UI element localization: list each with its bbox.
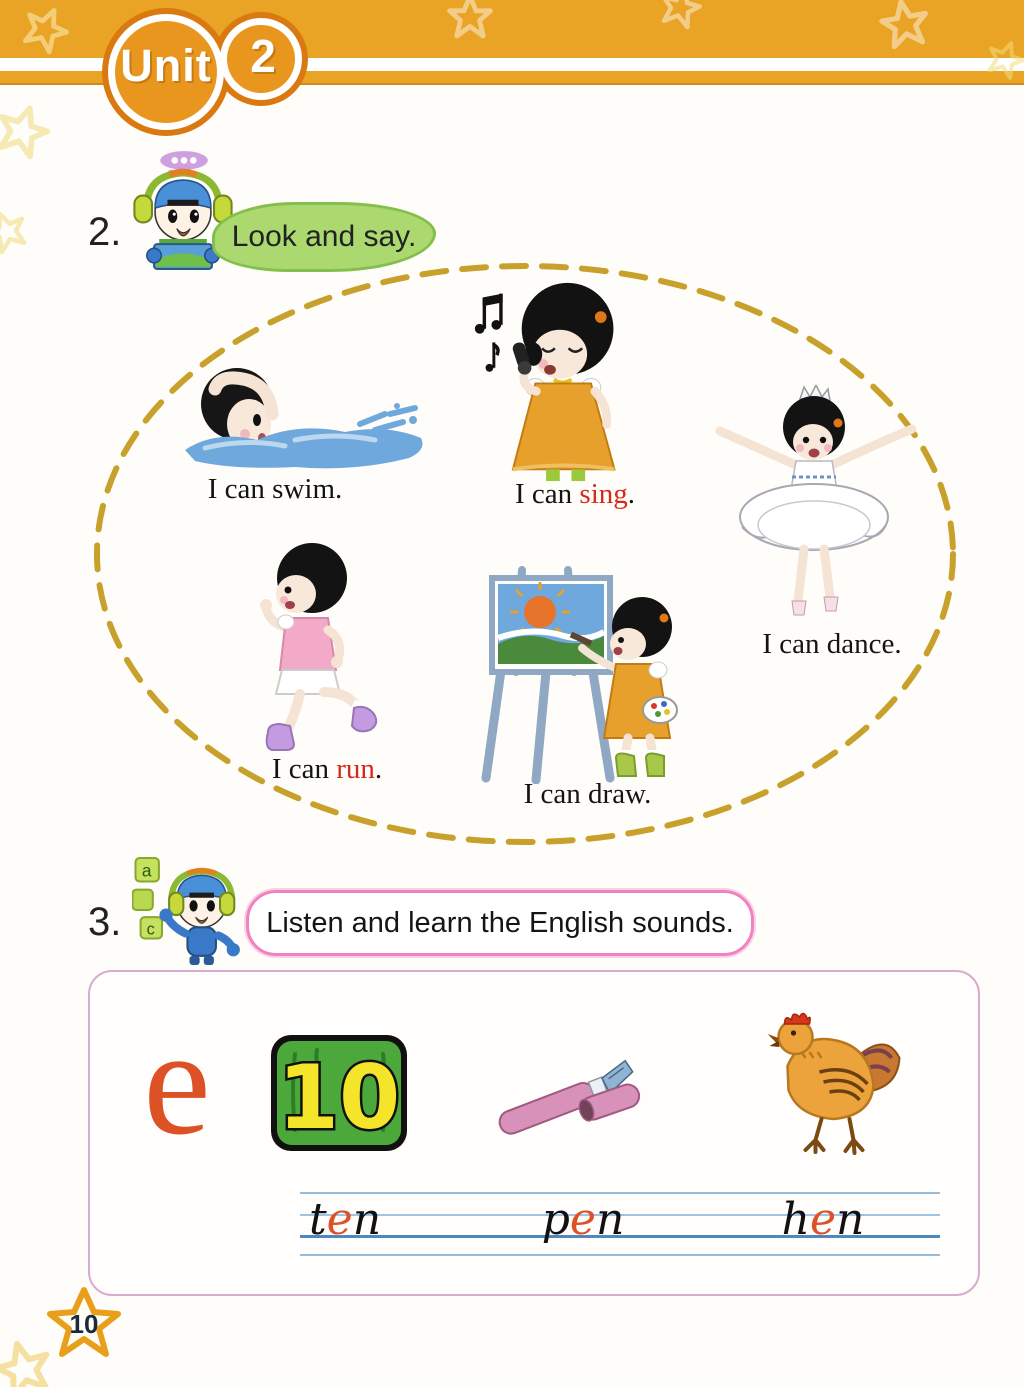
caption-i-can-dance: I can dance.	[762, 628, 902, 660]
girl-running-illustration	[228, 538, 403, 756]
handwriting-lines	[300, 1188, 940, 1266]
fountain-pen-illustration	[482, 1035, 662, 1150]
word-dance: dance	[826, 628, 895, 660]
word-run: run	[336, 753, 375, 785]
girl-dancing-illustration	[712, 385, 924, 625]
unit-label: Unit	[120, 40, 212, 91]
caption-i-can-swim: I can swim.	[207, 473, 343, 505]
word-sing: sing	[579, 478, 628, 510]
phonics-letter: e	[143, 998, 211, 1166]
robot-mascot-blocks-icon	[132, 856, 250, 966]
guide-line-4	[300, 1254, 940, 1256]
listen-and-learn-bubble	[246, 890, 754, 956]
hen-illustration	[755, 1000, 910, 1160]
caption-i-can-draw: I can draw.	[523, 778, 652, 810]
section-2-number: 2.	[88, 210, 122, 254]
caption-i-can-sing: I can sing.	[515, 478, 635, 510]
unit-number: 2	[250, 30, 276, 82]
corner-stars-decoration	[0, 92, 92, 282]
section-3-instruction: Listen and learn the English sounds.	[266, 906, 734, 939]
handwriting-word-ten: ten	[308, 1194, 382, 1245]
handwriting-word-pen: pen	[541, 1194, 625, 1245]
block-letter-a: a	[141, 860, 152, 881]
section-3-number: 3.	[88, 900, 122, 944]
page-number: 10	[69, 1308, 99, 1339]
block-letter-c: c	[146, 920, 155, 939]
girl-painting-illustration	[452, 552, 697, 784]
word-draw: draw	[588, 778, 645, 810]
word-swim: swim	[272, 473, 335, 505]
handwriting-word-hen: hen	[781, 1194, 865, 1245]
badge-number: 10	[277, 1046, 401, 1149]
bottom-corner-star-decoration	[0, 1330, 74, 1387]
caption-i-can-run: I can run.	[271, 753, 383, 785]
number-ten-badge	[265, 1030, 413, 1156]
girl-singing-illustration	[450, 278, 650, 483]
girl-swimming-illustration	[175, 362, 435, 480]
section-2-instruction: Look and say.	[231, 220, 417, 253]
